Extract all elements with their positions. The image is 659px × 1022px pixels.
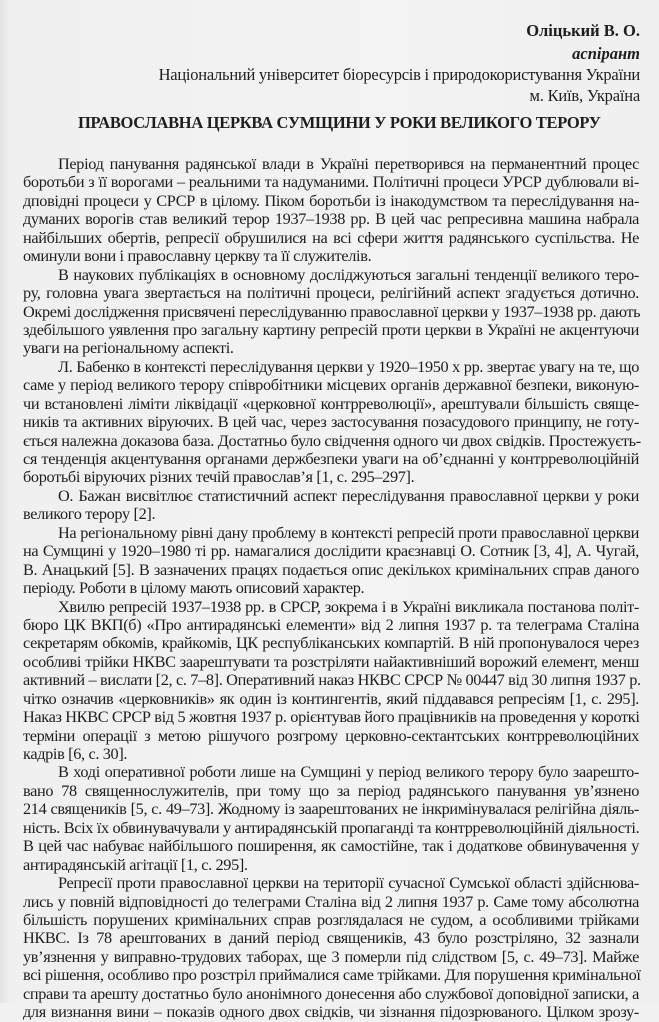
author-name: Оліцький В. О.: [526, 21, 640, 40]
text-line: О. Бажан висвітлює статистичний аспект переслідування православної церкви у роки: [58, 485, 639, 505]
text-line: оминули вони і православну церкву та її служителів.: [23, 246, 372, 266]
text-line: В ході оперативної роботи лише на Сумщині у період великого терору було заарешто-: [58, 762, 639, 782]
text-line: ся тенденція акцентування органами держбезпеки уваги на об’єднанні у контрреволюційній: [23, 449, 639, 468]
text-line: ув’язнення у виправно-трудових таборах, ще 3 померли під слідством [5, с. 49–73]. Майже: [23, 946, 639, 966]
text-line: для визнання вини – показів одного двох свідків, чи зізнання підозрюваного. Цілком зрозу-: [23, 1002, 639, 1022]
text-line: Репресії проти православної церкви на території сучасної Сумської області здійснюва-: [58, 873, 639, 893]
text-line: періоду. Роботи в цілому мають описовий характер.: [23, 578, 365, 598]
text-line: В наукових публікаціях в основному досліджуються загальні тенденції великого теро-: [58, 264, 639, 284]
author-position: аспірант: [572, 44, 640, 63]
text-line: боротьбі віруючих різних течій православ’я [1, с. 295–297].: [23, 467, 415, 487]
text-line: В. Анацький [5]. В зазначених працях подається опис декількох кримінальних справ даного: [23, 559, 639, 579]
text-line: здебільшого уявлення про загальну картину репресій проти церкви в Україні не акцентуючи: [23, 319, 639, 339]
text-line: ється належна доказова база. Достатньо було свідчення одного чи двох свідків. Простежуєть-: [23, 430, 641, 450]
text-line: чітко означив «церковників» як один із контингентів, який піддавався репресіям [1, с. 295].: [23, 688, 639, 708]
text-line: всі рішення, особливо про розстріл приймалися саме трійками. Для порушення кримінальної: [23, 965, 641, 985]
text-line: саме у період великого терору співробітники місцевих органів державної безпеки, виконую-: [23, 375, 639, 395]
text-line: найбільших обертів, репресії обрушилися на всі сфери життя радянського суспільства. Не: [23, 227, 639, 247]
text-line: справи та арешту достатньо було анонімного донесення або службової доповідної записки, а: [23, 983, 639, 1003]
text-line: НКВС. Із 78 арештованих в даний період священиків, 43 було розстріляно, 32 зазнали: [23, 928, 639, 948]
text-line: боротьби з її ворогами – реальними та надуманими. Політичні процеси УРСР дублювали ві-: [23, 172, 639, 192]
author-affiliation: Національний університет біоресурсів і природокористування України: [158, 65, 640, 84]
paragraph: [23, 524, 639, 598]
paragraph: [23, 874, 639, 1022]
text-line: Л. Бабенко в контексті переслідування церкви у 1920–1950 х рр. звертає увагу на те, що: [58, 356, 639, 376]
text-line: В цей час набуває найбільшого поширення, як самостійне, так і додаткове обвинувачення у: [23, 836, 639, 856]
text-line: 214 священиків [5, с. 49–73]. Жодному із заарештованих не інкримінувалася релігійна діяль-: [23, 799, 639, 819]
paragraph: [23, 598, 639, 764]
text-line: кадрів [6, с. 30].: [23, 744, 128, 763]
text-line: чи встановлені ліміти ліквідації «церковної контрреволюції», арештували більшість свяще-: [23, 393, 639, 413]
paragraph: [23, 266, 639, 358]
text-line: думаних ворогів став великий терор 1937–1938 рр. В цей час репресивна машина набрала: [23, 209, 639, 229]
text-line: ність. Всіх їх обвинувачували у антирадянській пропаганді та контрреволюційній діяльності.: [23, 817, 640, 837]
text-line: уваги на регіональному аспекті.: [23, 338, 234, 358]
text-line: Період панування радянської влади в Україні перетворився на перманентний процес: [58, 154, 639, 173]
text-line: Наказ НКВС СРСР від 5 жовтня 1937 р. орієнтував його працівників на проведення у короткі: [23, 707, 640, 727]
text-line: більшість порушених кримінальних справ розглядалася не судом, а особливими трійками: [23, 909, 639, 929]
text-line: дповідні процеси у СРСР в цілому. Піком боротьби із інакодумством та переслідування на-: [23, 190, 639, 210]
paragraph: [23, 155, 639, 266]
text-line: ників та активних віруючих. В цей час, через застосування позасудового принципу, не готу-: [23, 412, 639, 432]
text-line: Окремі дослідження присвячені переслідуванню православної церкви у 1937–1938 рр. дають: [23, 301, 641, 321]
text-line: Хвилю репресій 1937–1938 рр. в СРСР, зокрема і в Україні викликала постанова політ-: [58, 596, 639, 616]
text-line: ру, головна увага звертається на політичні процеси, релігійний аспект згадується дотично.: [23, 283, 639, 303]
text-line: На регіональному рівні дану проблему в контексті репресій проти православної церкви: [58, 522, 639, 542]
paragraph: [23, 763, 639, 874]
article-body: [23, 155, 639, 1022]
paragraph: [23, 487, 639, 524]
text-line: вано 78 священнослужителів, при тому що за період радянського панування ув’язнено: [23, 780, 639, 800]
text-line: антирадянській агітації [1, с. 295].: [23, 854, 248, 874]
article-title: ПРАВОСЛАВНА ЦЕРКВА СУМЩИНИ У РОКИ ВЕЛИКОГО ТЕРОРУ: [78, 113, 601, 132]
text-line: активний – вислати [2, с. 7–8]. Оперативний наказ НКВС СРСР № 00447 від 30 липня 1937 р.: [23, 670, 641, 690]
text-line: секретарям обкомів, крайкомів, ЦК республіканських компартій. В ній пропонувалося через: [23, 633, 639, 653]
text-line: лись у повній відповідності до телеграми Сталіна від 2 липня 1937 р. Саме тому абсолютна: [23, 891, 639, 911]
text-line: особливі трійки НКВС заарештувати та розстріляти найактивніший ворожий елемент, менш: [23, 651, 639, 671]
paragraph: [23, 358, 639, 487]
author-city: м. Київ, Україна: [529, 86, 640, 105]
text-line: бюро ЦК ВКП(б) «Про антирадянські елементи» від 2 липня 1937 р. та телеграма Сталіна: [23, 614, 639, 634]
text-line: терміни операції з метою рішучого розгрому церковно-сектантських контрреволюційних: [23, 725, 639, 745]
text-line: на Сумщині у 1920–1980 ті рр. намагалися дослідити краєзнавці О. Сотник [3, 4], А. Чугай,: [23, 541, 639, 561]
text-line: великого терору [2].: [23, 504, 156, 524]
